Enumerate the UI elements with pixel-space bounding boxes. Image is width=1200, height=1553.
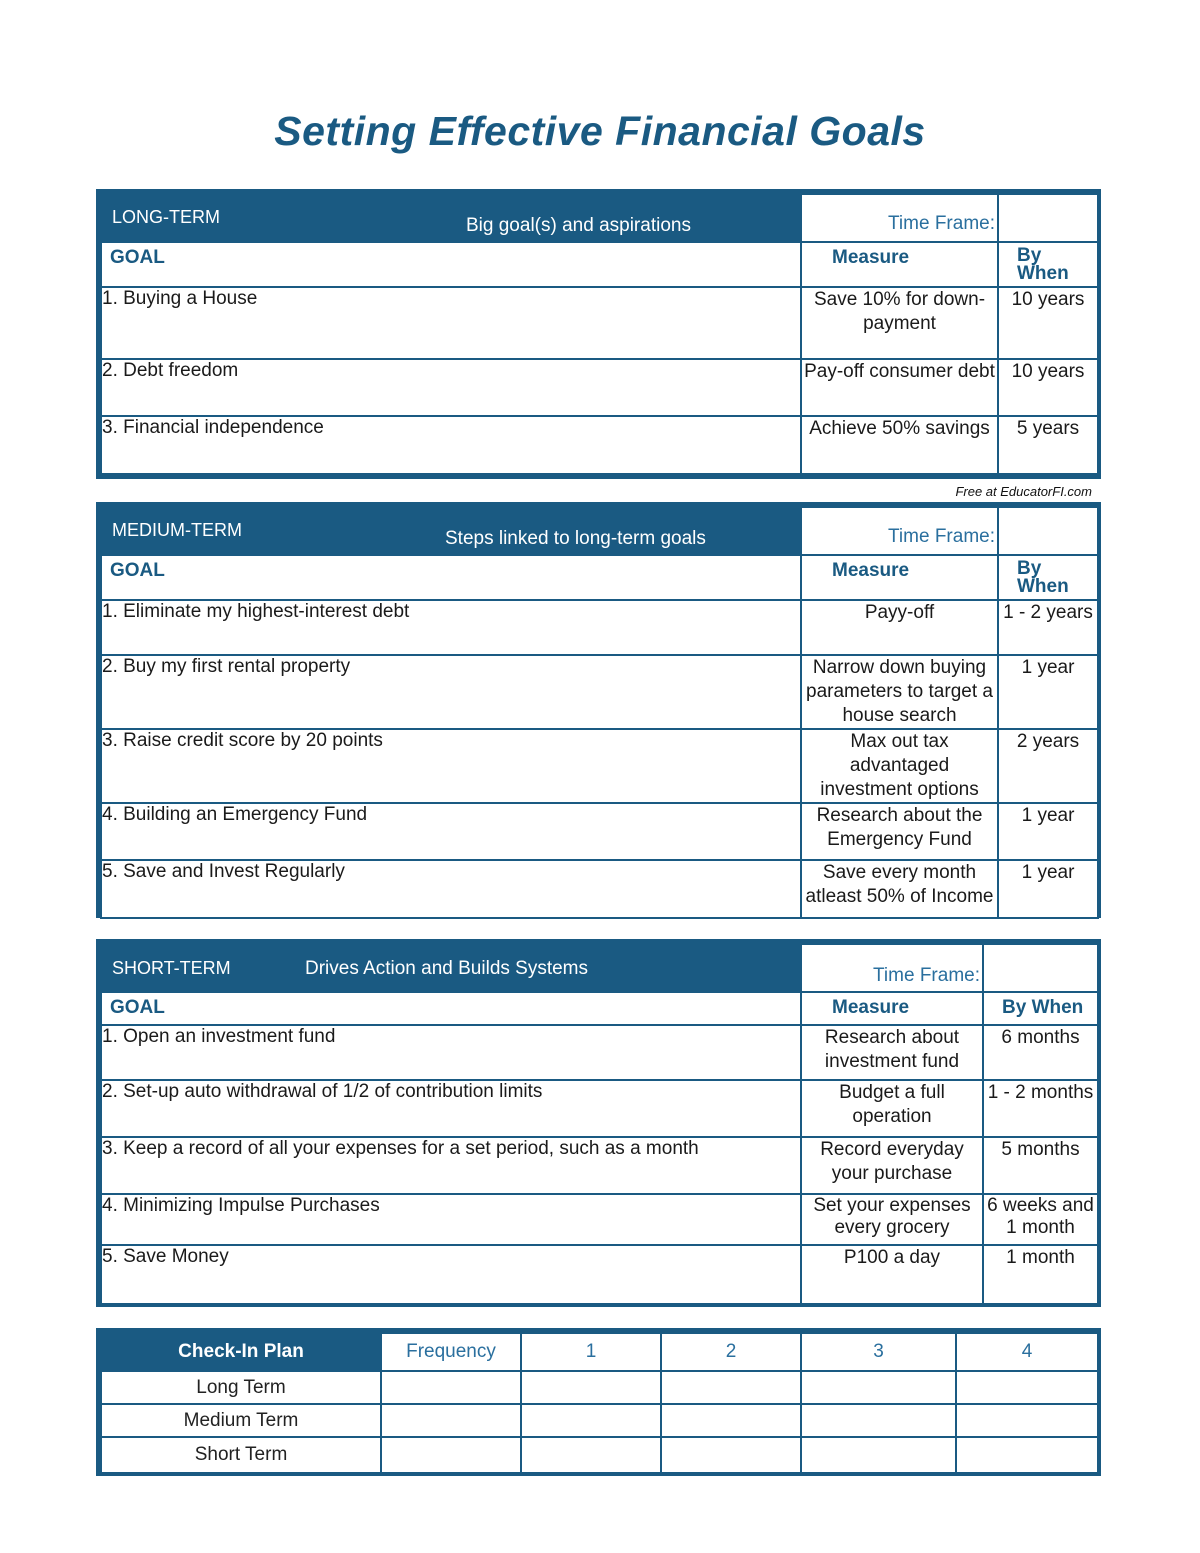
table-row bbox=[101, 1137, 1098, 1194]
check-in-col-2: 2 bbox=[661, 1333, 801, 1371]
measure-cell[interactable]: Research about the Emergency Fund bbox=[801, 803, 998, 860]
frequency-cell[interactable] bbox=[381, 1371, 521, 1404]
measure-cell[interactable]: Pay-off consumer debt bbox=[801, 359, 998, 416]
measure-cell[interactable]: Research about investment fund bbox=[801, 1025, 983, 1080]
measure-cell[interactable]: Save every month atleast 50% of Income bbox=[801, 860, 998, 918]
medium-term-measure-header: Measure bbox=[801, 555, 998, 600]
when-cell[interactable]: 5 months bbox=[983, 1137, 1098, 1194]
when-cell[interactable]: 10 years bbox=[998, 359, 1098, 416]
short-term-goal-header: GOAL bbox=[101, 992, 801, 1025]
check-in-title: Check-In Plan bbox=[101, 1333, 381, 1371]
table-row bbox=[101, 600, 1098, 655]
table-row bbox=[101, 416, 1098, 474]
check-in-cell[interactable] bbox=[801, 1371, 956, 1404]
table-row bbox=[101, 1194, 1098, 1245]
long-term-measure-header: Measure bbox=[801, 242, 998, 287]
medium-term-goal-header: GOAL bbox=[101, 555, 801, 600]
short-term-when-header: By When bbox=[983, 992, 1098, 1025]
table-row bbox=[101, 1025, 1098, 1080]
long-term-label: LONG-TERM bbox=[112, 207, 220, 227]
long-term-subtitle: Big goal(s) and aspirations bbox=[466, 215, 691, 236]
medium-term-section bbox=[96, 502, 1101, 918]
goal-cell[interactable]: 2. Set-up auto withdrawal of 1/2 of contribution limits bbox=[101, 1080, 801, 1137]
medium-term-subtitle: Steps linked to long-term goals bbox=[445, 528, 706, 549]
long-term-goal-header: GOAL bbox=[101, 242, 801, 287]
check-in-table bbox=[100, 1332, 1099, 1474]
short-term-section bbox=[96, 939, 1101, 1307]
when-cell[interactable]: 6 weeks and 1 month bbox=[983, 1194, 1098, 1245]
check-in-row-label: Long Term bbox=[101, 1371, 381, 1404]
table-row bbox=[101, 655, 1098, 729]
check-in-section bbox=[96, 1328, 1101, 1476]
table-row bbox=[101, 729, 1098, 803]
goal-cell[interactable]: 1. Open an investment fund bbox=[101, 1025, 801, 1080]
check-in-cell[interactable] bbox=[521, 1437, 661, 1473]
goal-cell[interactable]: 5. Save and Invest Regularly bbox=[101, 860, 801, 918]
when-cell[interactable]: 10 years bbox=[998, 287, 1098, 359]
table-row bbox=[101, 287, 1098, 359]
check-in-cell[interactable] bbox=[956, 1437, 1098, 1473]
long-term-table bbox=[100, 193, 1099, 475]
check-in-cell[interactable] bbox=[661, 1404, 801, 1437]
measure-cell[interactable]: Save 10% for down-payment bbox=[801, 287, 998, 359]
goal-cell[interactable]: 3. Keep a record of all your expenses for a set period, such as a month bbox=[101, 1137, 801, 1194]
when-cell[interactable]: 1 year bbox=[998, 860, 1098, 918]
long-term-time-frame-label: Time Frame: bbox=[801, 194, 998, 242]
short-term-subtitle: Drives Action and Builds Systems bbox=[305, 958, 589, 979]
measure-cell[interactable]: Record everyday your purchase bbox=[801, 1137, 983, 1194]
measure-cell[interactable]: Budget a full operation bbox=[801, 1080, 983, 1137]
check-in-cell[interactable] bbox=[661, 1437, 801, 1473]
long-term-when-header: By When bbox=[998, 242, 1098, 287]
goal-cell[interactable]: 3. Financial independence bbox=[101, 416, 801, 474]
when-cell[interactable]: 1 year bbox=[998, 803, 1098, 860]
goal-cell[interactable]: 1. Eliminate my highest-interest debt bbox=[101, 600, 801, 655]
when-cell[interactable]: 5 years bbox=[998, 416, 1098, 474]
table-row bbox=[101, 1371, 1098, 1404]
when-cell[interactable]: 6 months bbox=[983, 1025, 1098, 1080]
short-term-label: SHORT-TERM bbox=[112, 958, 231, 978]
check-in-cell[interactable] bbox=[956, 1404, 1098, 1437]
check-in-cell[interactable] bbox=[801, 1437, 956, 1473]
table-row bbox=[101, 1080, 1098, 1137]
check-in-col-1: 1 bbox=[521, 1333, 661, 1371]
footer-note: Free at EducatorFI.com bbox=[955, 484, 1092, 499]
check-in-cell[interactable] bbox=[661, 1371, 801, 1404]
goal-cell[interactable]: 4. Building an Emergency Fund bbox=[101, 803, 801, 860]
check-in-cell[interactable] bbox=[956, 1371, 1098, 1404]
medium-term-table bbox=[100, 506, 1099, 919]
when-cell[interactable]: 1 month bbox=[983, 1245, 1098, 1304]
page-title: Setting Effective Financial Goals bbox=[274, 108, 926, 154]
check-in-cell[interactable] bbox=[521, 1404, 661, 1437]
short-term-time-frame-value[interactable] bbox=[983, 944, 1098, 992]
table-row bbox=[101, 860, 1098, 918]
measure-cell[interactable]: Achieve 50% savings bbox=[801, 416, 998, 474]
medium-term-time-frame-label: Time Frame: bbox=[801, 507, 998, 555]
table-row bbox=[101, 1404, 1098, 1437]
when-cell[interactable]: 1 - 2 years bbox=[998, 600, 1098, 655]
goal-cell[interactable]: 3. Raise credit score by 20 points bbox=[101, 729, 801, 803]
check-in-col-3: 3 bbox=[801, 1333, 956, 1371]
measure-cell[interactable]: P100 a day bbox=[801, 1245, 983, 1304]
short-term-header bbox=[101, 944, 801, 992]
goal-cell[interactable]: 5. Save Money bbox=[101, 1245, 801, 1304]
short-term-measure-header: Measure bbox=[801, 992, 983, 1025]
long-term-header bbox=[101, 194, 801, 242]
check-in-row-label: Short Term bbox=[101, 1437, 381, 1473]
check-in-cell[interactable] bbox=[521, 1371, 661, 1404]
medium-term-header bbox=[101, 507, 801, 555]
medium-term-label: MEDIUM-TERM bbox=[112, 520, 242, 540]
table-row bbox=[101, 1437, 1098, 1473]
check-in-row-label: Medium Term bbox=[101, 1404, 381, 1437]
long-term-section bbox=[96, 189, 1101, 479]
short-term-table bbox=[100, 943, 1099, 1305]
measure-cell[interactable]: Narrow down buying parameters to target a house search bbox=[801, 655, 998, 729]
goal-cell[interactable]: 2. Debt freedom bbox=[101, 359, 801, 416]
check-in-cell[interactable] bbox=[801, 1404, 956, 1437]
goal-cell[interactable]: 2. Buy my first rental property bbox=[101, 655, 801, 729]
short-term-time-frame-label: Time Frame: bbox=[801, 944, 983, 992]
when-cell[interactable]: 1 year bbox=[998, 655, 1098, 729]
when-cell[interactable]: 2 years bbox=[998, 729, 1098, 803]
table-row bbox=[101, 1245, 1098, 1304]
when-cell[interactable]: 1 - 2 months bbox=[983, 1080, 1098, 1137]
goal-cell[interactable]: 4. Minimizing Impulse Purchases bbox=[101, 1194, 801, 1245]
frequency-cell[interactable] bbox=[381, 1404, 521, 1437]
medium-term-when-header: By When bbox=[998, 555, 1098, 600]
frequency-header: Frequency bbox=[381, 1333, 521, 1371]
check-in-col-4: 4 bbox=[956, 1333, 1098, 1371]
measure-cell[interactable]: Set your expenses every grocery bbox=[801, 1194, 983, 1245]
frequency-cell[interactable] bbox=[381, 1437, 521, 1473]
goal-cell[interactable]: 1. Buying a House bbox=[101, 287, 801, 359]
measure-cell[interactable]: Payy-off bbox=[801, 600, 998, 655]
medium-term-time-frame-value[interactable] bbox=[998, 507, 1098, 555]
table-row bbox=[101, 803, 1098, 860]
measure-cell[interactable]: Max out tax advantaged investment options bbox=[801, 729, 998, 803]
table-row bbox=[101, 359, 1098, 416]
long-term-time-frame-value[interactable] bbox=[998, 194, 1098, 242]
